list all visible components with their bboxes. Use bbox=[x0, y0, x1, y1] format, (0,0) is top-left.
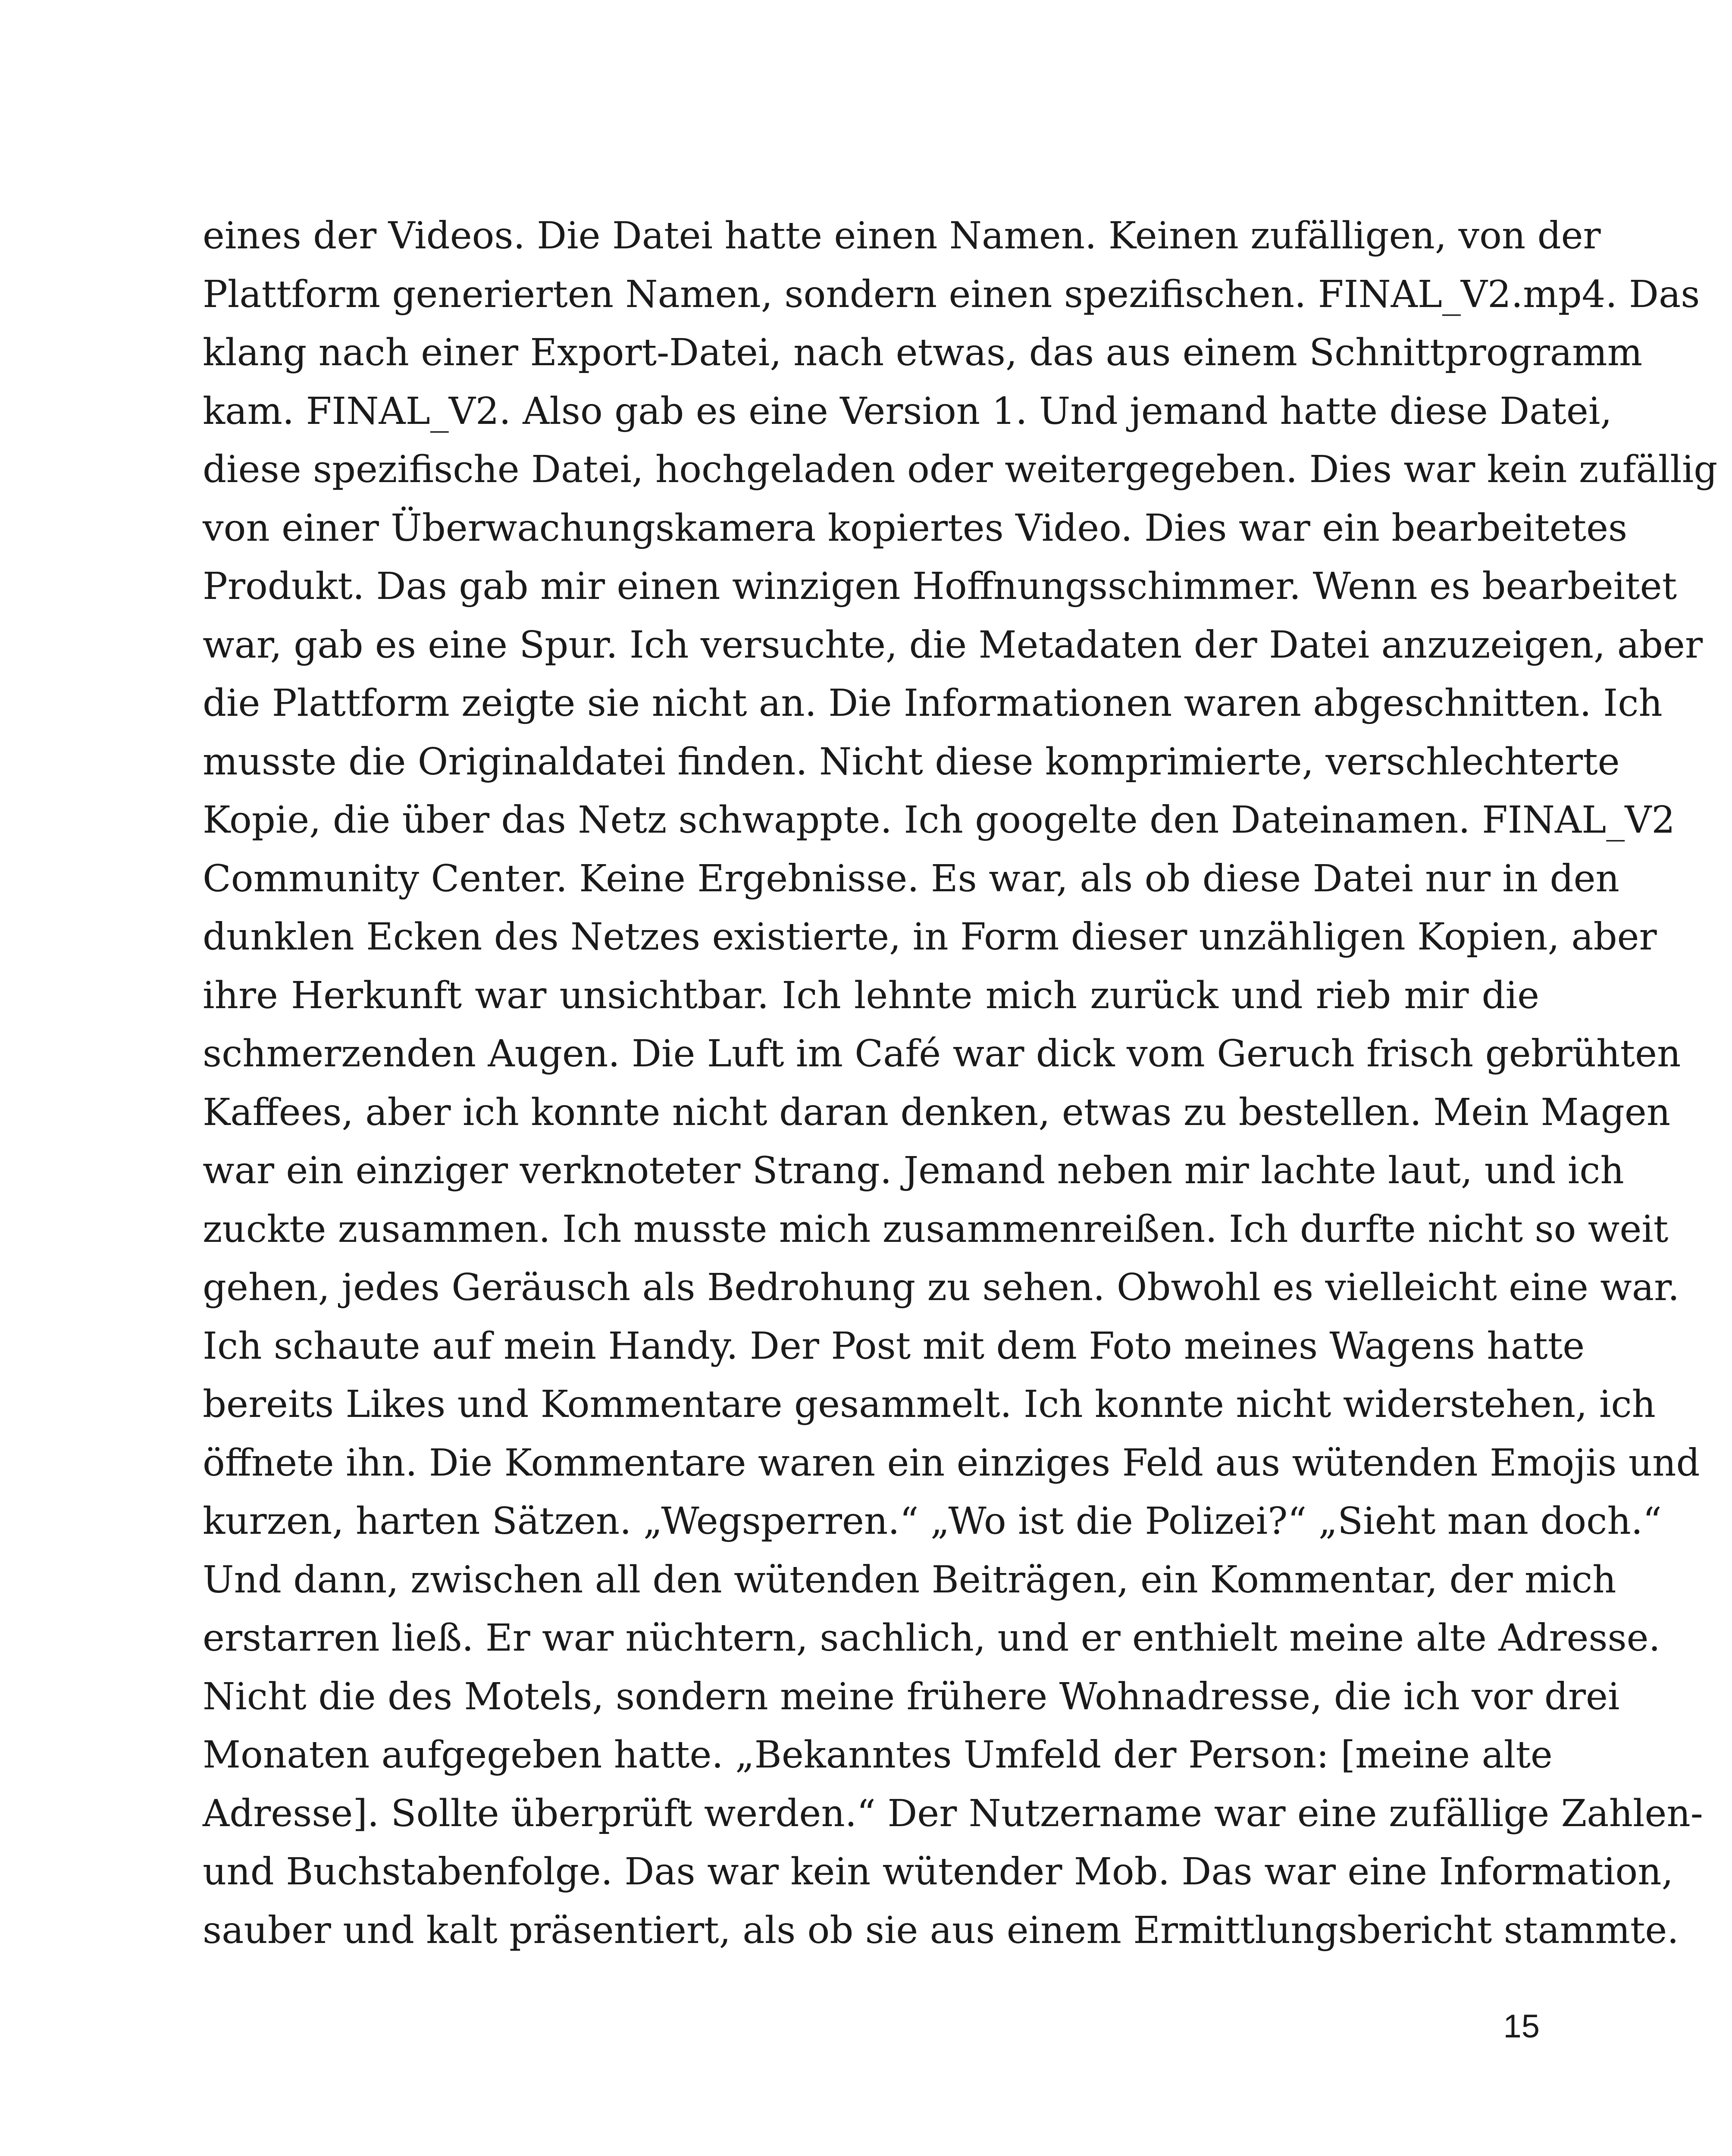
text-line: kurzen, harten Sätzen. „Wegsperren.“ „Wo ist die Polizei?“ „Sieht man doch.“ bbox=[203, 1500, 1662, 1543]
text-line: kam. FINAL_V2. Also gab es eine Version 1. Und jemand hatte diese Datei, bbox=[203, 389, 1612, 433]
text-line: eines der Videos. Die Datei hatte einen Namen. Keinen zufälligen, von der bbox=[203, 214, 1601, 257]
text-line: Kaffees, aber ich konnte nicht daran denken, etwas zu bestellen. Mein Magen bbox=[203, 1091, 1671, 1134]
text-line: diese spezifische Datei, hochgeladen oder weitergegeben. Dies war kein zufällig bbox=[203, 448, 1718, 491]
text-line: Und dann, zwischen all den wütenden Beiträgen, ein Kommentar, der mich bbox=[203, 1558, 1616, 1601]
text-line: klang nach einer Export-Datei, nach etwas, das aus einem Schnittprogramm bbox=[203, 331, 1643, 374]
text-line: Monaten aufgegeben hatte. „Bekanntes Umfeld der Person: [meine alte bbox=[203, 1733, 1553, 1777]
text-line: von einer Überwachungskamera kopiertes Video. Dies war ein bearbeitetes bbox=[203, 506, 1628, 550]
text-line: Plattform generierten Namen, sondern einen spezifischen. FINAL_V2.mp4. Das bbox=[203, 273, 1700, 316]
text-line: Ich schaute auf mein Handy. Der Post mit dem Foto meines Wagens hatte bbox=[203, 1324, 1585, 1368]
text-line: dunklen Ecken des Netzes existierte, in Form dieser unzähligen Kopien, aber bbox=[203, 915, 1657, 959]
text-line: Nicht die des Motels, sondern meine frühere Wohnadresse, die ich vor drei bbox=[203, 1675, 1620, 1718]
text-line: öffnete ihn. Die Kommentare waren ein einziges Feld aus wütenden Emojis und bbox=[203, 1441, 1700, 1485]
text-line: gehen, jedes Geräusch als Bedrohung zu sehen. Obwohl es vielleicht eine war. bbox=[203, 1266, 1680, 1309]
text-line: Kopie, die über das Netz schwappte. Ich googelte den Dateinamen. FINAL_V2 bbox=[203, 799, 1676, 842]
text-line: erstarren ließ. Er war nüchtern, sachlich, und er enthielt meine alte Adresse. bbox=[203, 1617, 1660, 1660]
text-line: und Buchstabenfolge. Das war kein wütender Mob. Das war eine Information, bbox=[203, 1850, 1673, 1893]
page-number: 15 bbox=[1503, 2008, 1540, 2045]
text-line: die Plattform zeigte sie nicht an. Die Informationen waren abgeschnitten. Ich bbox=[203, 682, 1663, 725]
text-line: war ein einziger verknoteter Strang. Jemand neben mir lachte laut, und ich bbox=[203, 1149, 1624, 1192]
text-line: schmerzenden Augen. Die Luft im Café war dick vom Geruch frisch gebrühten bbox=[203, 1032, 1681, 1075]
text-line: Produkt. Das gab mir einen winzigen Hoffnungsschimmer. Wenn es bearbeitet bbox=[203, 565, 1677, 608]
body-text bbox=[203, 207, 1718, 1960]
text-line: bereits Likes und Kommentare gesammelt. Ich konnte nicht widerstehen, ich bbox=[203, 1383, 1656, 1426]
text-line: Community Center. Keine Ergebnisse. Es war, als ob diese Datei nur in den bbox=[203, 857, 1619, 900]
text-line: musste die Originaldatei finden. Nicht diese komprimierte, verschlechterte bbox=[203, 740, 1620, 783]
text-line: ihre Herkunft war unsichtbar. Ich lehnte mich zurück und rieb mir die bbox=[203, 974, 1539, 1017]
text-line: Adresse]. Sollte überprüft werden.“ Der Nutzername war eine zufällige Zahlen- bbox=[203, 1792, 1703, 1835]
text-line: sauber und kalt präsentiert, als ob sie aus einem Ermittlungsbericht stammte. bbox=[203, 1908, 1679, 1952]
text-line: zuckte zusammen. Ich musste mich zusammenreißen. Ich durfte nicht so weit bbox=[203, 1207, 1669, 1251]
text-line: war, gab es eine Spur. Ich versuchte, die Metadaten der Datei anzuzeigen, aber bbox=[203, 623, 1703, 667]
